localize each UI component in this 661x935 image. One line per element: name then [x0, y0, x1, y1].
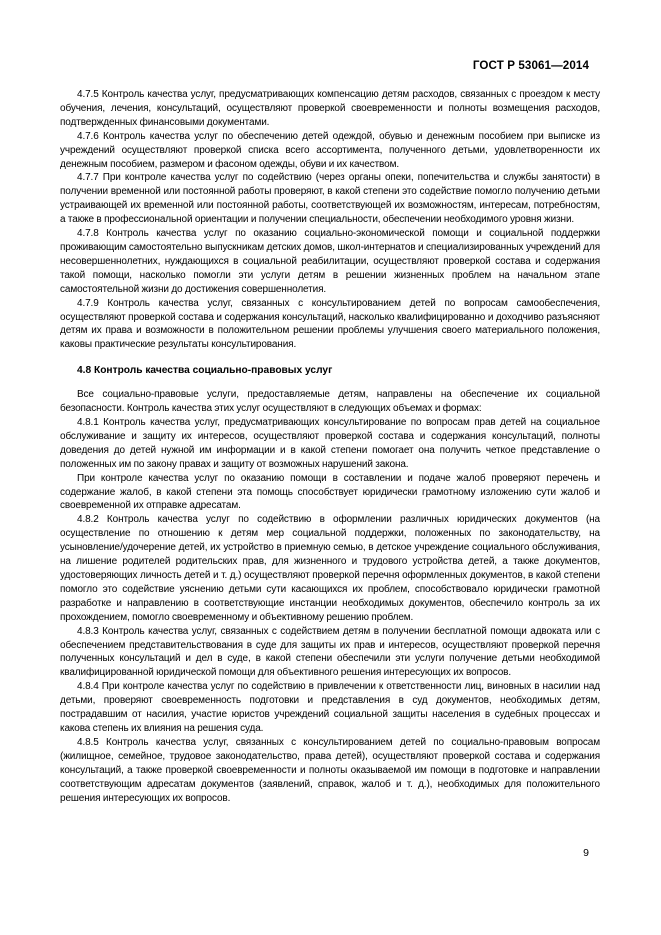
paragraph-4-7-5: 4.7.5 Контроль качества услуг, предусматривающих компенсацию детям расходов, связанных с проездом к месту обучения, лечения, консультаций, осуществляют проверкой своевременности и полноты возмещения расходов, подтвержденных финансовыми документами. — [60, 89, 600, 128]
paragraph-4-7-9: 4.7.9 Контроль качества услуг, связанных с консультированием детей по вопросам самообеспечения, осуществляют проверкой состава и содержания консультаций, насколько квалифицированно и доходчиво разъясняют детям их права и возможности в положительном решении проблемы улучшения своего материального положения, каковы практические результаты консультирования. — [60, 297, 600, 351]
paragraph-4-8-1-complaints: При контроле качества услуг по оказанию помощи в составлении и подаче жалоб проверяют перечень и содержание жалоб, в какой степени эта помощь способствует юридически грамотному изложению сути жалоб и своевременной их отправке адресатам. — [60, 472, 600, 512]
paragraph-4-8-4: 4.8.4 При контроле качества услуг по содействию в привлечении к ответственности лиц, виновных в насилии над детьми, проверяют своевременность подготовки и представления в суд документов, необходимых детям, пострадавшим от насилия, участие юристов учреждений социальной защиты населения в судебных процессах и какова степень их влияния на решения суда. — [60, 681, 600, 734]
paragraph-4-7-8: 4.7.8 Контроль качества услуг по оказанию социально-экономической помощи и социальной поддержки проживающим самостоятельно выпускникам детских домов, школ-интернатов и специализированных учреждений для несовершеннолетних, нуждающихся в социальной реабилитации, осуществляют проверкой состава и содержания такой помощи, насколько помогли эти услуги детям в решении жизненных проблем на начальном этапе самостоятельной жизни до достижения совершеннолетия. — [60, 228, 600, 295]
document-body — [60, 88, 600, 805]
paragraph-4-7-6: 4.7.6 Контроль качества услуг по обеспечению детей одеждой, обувью и денежным пособием при выписке из учреждений осуществляют проверкой списка всего ассортимента, полученного детьми, удовлетворенности их денежным пособием, размером и фасоном одежды, обуви и их качеством. — [60, 130, 600, 170]
paragraph-4-7-7: 4.7.7 При контроле качества услуг по содействию (через органы опеки, попечительства и службы занятости) в получении временной или постоянной работы проверяют, в какой степени это содействие помогло получению детьми устраивающей их временной или постоянной работы, соответствующей их возможностям, интересам, потребностям, а также в профессиональной ориентации и получении специальности, обеспечении необходимого уровня жизни. — [60, 172, 600, 226]
paragraph-4-8-2: 4.8.2 Контроль качества услуг по содействию в оформлении различных юридических документов (на осуществление по отношению к детям мер социальной поддержки, положенных по законодательству, на усыновление/удочерение детей, их устройство в приемную семью, в детское учреждение социального обслуживания, на лишение родителей родительских прав, для жизненного и трудового устройства детей, а также документов, удостоверяющих личность детей и т. д.) осуществляют проверкой перечня оформленных документов, в какой степени помогло это содействие уяснению детьми сути касающихся их проблем, способствовало юридически грамотной разработке и направлению в соответствующие инстанции необходимых документов, обеспечило контроль за их прохождением, помогло своевременному и объективному решению проблем. — [60, 514, 600, 623]
page-number: 9 — [583, 847, 589, 859]
section-heading-4-8: 4.8 Контроль качества социально-правовых услуг — [77, 365, 333, 377]
paragraph-4-8-intro: Все социально-правовые услуги, предоставляемые детям, направлены на обеспечение их социальной безопасности. Контроль качества этих услуг осуществляют в следующих объемах и формах: — [60, 389, 600, 415]
paragraph-4-8-3: 4.8.3 Контроль качества услуг, связанных с содействием детям в получении бесплатной помощи адвоката или с обеспечением представительствования в суде для защиты их прав и интересов, осуществляют проверкой перечня полученных консультаций и дел в суде, в какой степени обеспечили эти услуги получение детьми необходимой квалифицированной юридической помощи для объективного решения интересующих их вопросов. — [60, 625, 600, 679]
paragraph-4-8-5: 4.8.5 Контроль качества услуг, связанных с консультированием детей по социально-правовым вопросам (жилищное, семейное, трудовое законодательство, права детей), осуществляют проверкой состава и содержания консультаций, а также проверкой своевременности и полноты оказываемой им помощи в подготовке и направлении соответствующим адресатам документов (заявлений, справок, жалоб и т. д.), необходимых для положительного решения интересующих их вопросов. — [60, 736, 600, 804]
paragraph-4-8-1: 4.8.1 Контроль качества услуг, предусматривающих консультирование по вопросам прав детей на социальное обслуживание и защиту их интересов, осуществляют проверкой состава и содержания консультаций, полноты доведения до детей нужной им информации и в какой степени помогает она получить четкое представление о положенных им по закону правах и защиту от возможных нарушений закона. — [60, 417, 600, 470]
standard-number: ГОСТ Р 53061—2014 — [472, 59, 589, 72]
